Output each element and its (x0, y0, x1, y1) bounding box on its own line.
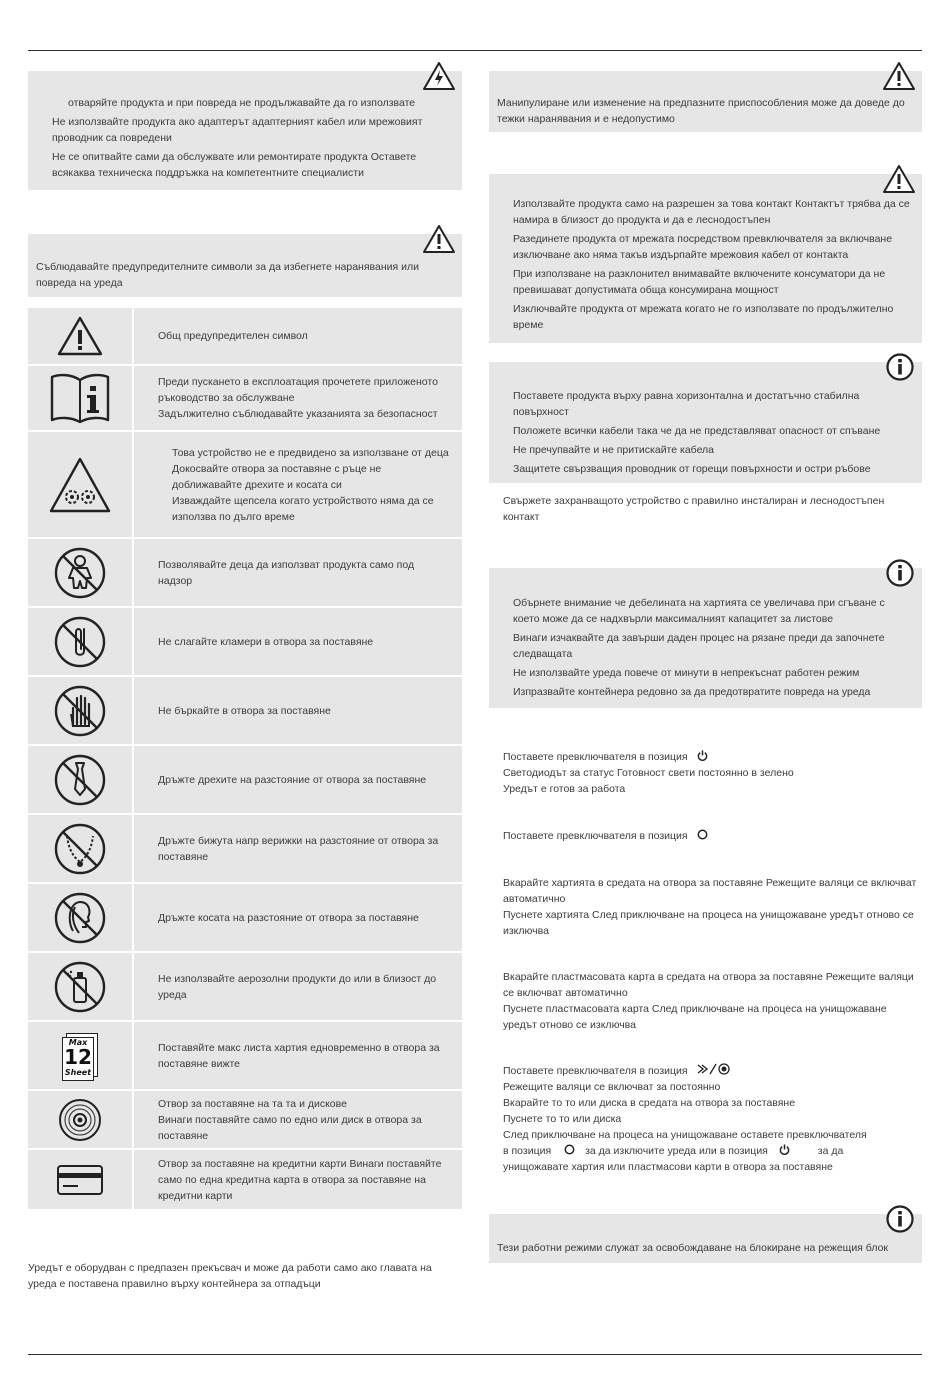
op-line: в позиция (503, 1145, 552, 1157)
symbol-row (28, 1091, 462, 1148)
box-line: При използване на разклонител внимавайте включените консуматори да не превишават допустимата обща консумирана мощност (513, 268, 886, 296)
box-line: Защитете свързващия проводник от горещи повърхности и остри ръбове (513, 463, 871, 475)
box-line: отваряйте продукта и при повреда не продължавайте да го използвате (68, 97, 416, 109)
max-12-sheet-icon (62, 1033, 98, 1079)
op-line: Поставете превключвателя в позиция (503, 751, 688, 763)
info-box-operation (489, 568, 922, 708)
symbol-row (28, 608, 462, 675)
symbol-description: Позволявайте деца да използват продукта само под надзор (158, 558, 415, 587)
info-icon (886, 559, 914, 587)
info-icon (886, 353, 914, 381)
symbol-row (28, 953, 462, 1020)
symbol-description: Поставяйте макс листа хартия едновременно в отвора за поставяне вижте (158, 1041, 440, 1070)
box-line: Обърнете внимание че дебелината на хартията се увеличава при сгъване с което може да се надхвърли максималният капацитет за листове (513, 597, 885, 625)
op-line: След приключване на процеса на унищожаване оставете превключвателя (503, 1129, 867, 1141)
op-line: Вкарайте то то или диска в средата на отвора за поставяне (503, 1097, 796, 1109)
electric-hazard-icon (422, 61, 456, 91)
symbol-row (28, 815, 462, 882)
warning-triangle-icon (882, 61, 916, 91)
op-line: Пуснете хартията След приключване на процеса на унищожаване уредът отново се изключва (503, 909, 914, 937)
warning-triangle-icon (56, 315, 104, 357)
info-box-placement (489, 362, 922, 483)
symbol-row (28, 366, 462, 430)
symbol-row (28, 1150, 462, 1209)
symbol-description: Това устройство не е предвидено за използване от деца (172, 446, 449, 459)
box-line: Поставете продукта върху равна хоризонтална и достатъчно стабилна повърхност (513, 390, 860, 418)
operation-cd (503, 1063, 918, 1175)
bottom-rule (28, 1354, 922, 1355)
box-text: Тези работни режими служат за освобождаване на блокиране на режещия блок (497, 1242, 889, 1254)
op-line: Вкарайте хартията в средата на отвора за поставяне Режещите валяци се включват автоматично (503, 877, 917, 905)
no-paper-clips-icon (53, 615, 107, 669)
power-icon (697, 750, 708, 761)
op-line: унищожавате хартия или пластмасови карти в отвора за поставяне (503, 1161, 833, 1173)
box-text: Манипулиране или изменение на предпазните приспособления може да доведе до тежки наранявания и е недопустимо (497, 97, 905, 125)
symbol-description: Не бъркайте в отвора за поставяне (158, 704, 331, 717)
no-aerosol-icon (53, 960, 107, 1014)
no-hands-icon (53, 684, 107, 738)
symbol-row (28, 884, 462, 951)
op-line: за да изключите уреда или в позиция (585, 1145, 768, 1157)
op-line: Режещите валяци се включват за постоянно (503, 1081, 721, 1093)
warning-box-electric (28, 71, 462, 190)
connect-power-note: Свържете захранващото устройство с правилно инсталиран и леснодостъпен контакт (503, 495, 885, 523)
operation-card (503, 969, 918, 1033)
warning-box-symbols (28, 234, 462, 297)
warning-box-power (489, 174, 922, 343)
symbol-description: Докосвайте отвора за поставяне с ръце не доближавайте дрехите и косата си (172, 462, 382, 491)
symbol-description: Отвор за поставяне на та та и дискове (158, 1097, 347, 1110)
info-icon (886, 1205, 914, 1233)
safety-switch-note: Уредът е оборудван с предпазен прекъсвач и може да работи само ако главата на уреда е поставена правилно върху контейнера за отпадъци (28, 1262, 432, 1290)
no-jewelry-icon (53, 822, 107, 876)
symbol-description: Общ предупредителен символ (158, 330, 308, 342)
symbol-row (28, 1022, 462, 1089)
op-line: Светодиодът за статус Готовност свети постоянно в зелено (503, 767, 794, 779)
symbol-description: Преди пускането в експлоатация прочетете приложеното (158, 376, 438, 388)
no-hair-icon (53, 891, 107, 945)
box-line: Не използвайте продукта ако адаптерът адаптерният кабел или мрежовият проводник са повредени (52, 116, 423, 144)
op-line: Пуснете то то или диска (503, 1113, 622, 1125)
box-line: Изпразвайте контейнера редовно за да предотвратите повреда на уреда (513, 686, 871, 698)
max-label: Max (68, 1037, 88, 1047)
warning-triangle-icon (882, 164, 916, 194)
box-line: Винаги изчаквайте да завърши даден процес на рязане преди да започнете следващата (513, 632, 885, 660)
info-box-release (489, 1214, 922, 1263)
box-line: Не пречупвайте и не притискайте кабела (513, 444, 715, 456)
rotating-cutters-warning-icon (48, 456, 112, 514)
off-circle-icon (564, 1144, 575, 1155)
symbol-description: Изваждайте щепсела когато устройството няма да се използва по дълго време (172, 494, 434, 523)
op-line: Пуснете пластмасовата карта След приключване на процеса на унищожаване уредът отново се изключва (503, 1003, 887, 1031)
box-line: Не се опитвайте сами да обслужвате или ремонтирате продукта Оставете всякаква техническа поддръжка на компетентните специалисти (52, 151, 417, 179)
operation-off (503, 828, 918, 844)
symbol-description: Не слагайте кламери в отвора за поставяне (158, 635, 374, 648)
box-line: Изключвайте продукта от мрежата когато не го използвате по продължително време (513, 303, 894, 331)
warning-triangle-icon (422, 224, 456, 254)
no-children-icon (53, 546, 107, 600)
symbol-row (28, 677, 462, 744)
symbol-description: Не използвайте аерозолни продукти до или в близост до уреда (158, 972, 437, 1001)
op-line: Уредът е готов за работа (503, 783, 626, 795)
power-icon (779, 1144, 790, 1155)
read-manual-icon (49, 372, 111, 424)
op-line: Поставете превключвателя в позиция (503, 830, 688, 842)
box-line: Разединете продукта от мрежата посредством превключвателя за включване изключване ако няма такъв издърпайте мрежовия кабел от контакта (513, 233, 893, 261)
sheet-label: Sheet (64, 1067, 92, 1077)
symbol-description: Винаги поставяйте само по едно или диск в отвора за поставяне (158, 1113, 422, 1142)
op-line: Вкарайте пластмасовата карта в средата на отвора за поставяне Режещите валяци се включват автоматично (503, 971, 914, 999)
top-rule (28, 50, 922, 51)
symbol-description: ръководство за обслужване (158, 392, 295, 404)
symbol-description: Дръжте бижута напр верижки на разстояние от отвора за поставяне (158, 834, 439, 863)
box-line: Положете всички кабели така че да не представляват опасност от спъване (513, 425, 881, 437)
credit-card-icon (56, 1164, 104, 1196)
operation-standby (503, 749, 918, 797)
no-tie-icon (53, 753, 107, 807)
symbol-description: Задължително съблюдавайте указанията за безопасност (158, 408, 438, 420)
box-text: Съблюдавайте предупредителните символи за да избегнете наранявания или повреда на уреда (36, 261, 419, 289)
symbol-row (28, 539, 462, 606)
symbol-description: Дръжте косата на разстояние от отвора за поставяне (158, 911, 419, 924)
symbol-row (28, 432, 462, 537)
symbol-row (28, 308, 462, 364)
op-line: Поставете превключвателя в позиция (503, 1065, 688, 1077)
off-circle-icon (697, 829, 708, 840)
symbol-description: Отвор за поставяне на кредитни карти Винаги поставяйте само по една кредитна карта в отвора за поставяне на кредитни карти (158, 1157, 442, 1202)
operation-paper (503, 875, 918, 939)
box-line: Не използвайте уреда повече от минути в непрекъснат работен режим (513, 667, 860, 679)
box-line: Използвайте продукта само на разрешен за това контакт Контактът трябва да се намира в близост до продукта и да е леснодостъпен (513, 198, 910, 226)
symbol-description: Дръжте дрехите на разстояние от отвора за поставяне (158, 773, 427, 786)
cd-dvd-icon (57, 1097, 103, 1143)
op-line: за да (817, 1145, 844, 1157)
max-number: 12 (64, 1044, 92, 1069)
warning-box-manipulation (489, 71, 922, 132)
continuous-cd-mode-icon (697, 1063, 731, 1075)
symbol-row (28, 746, 462, 813)
